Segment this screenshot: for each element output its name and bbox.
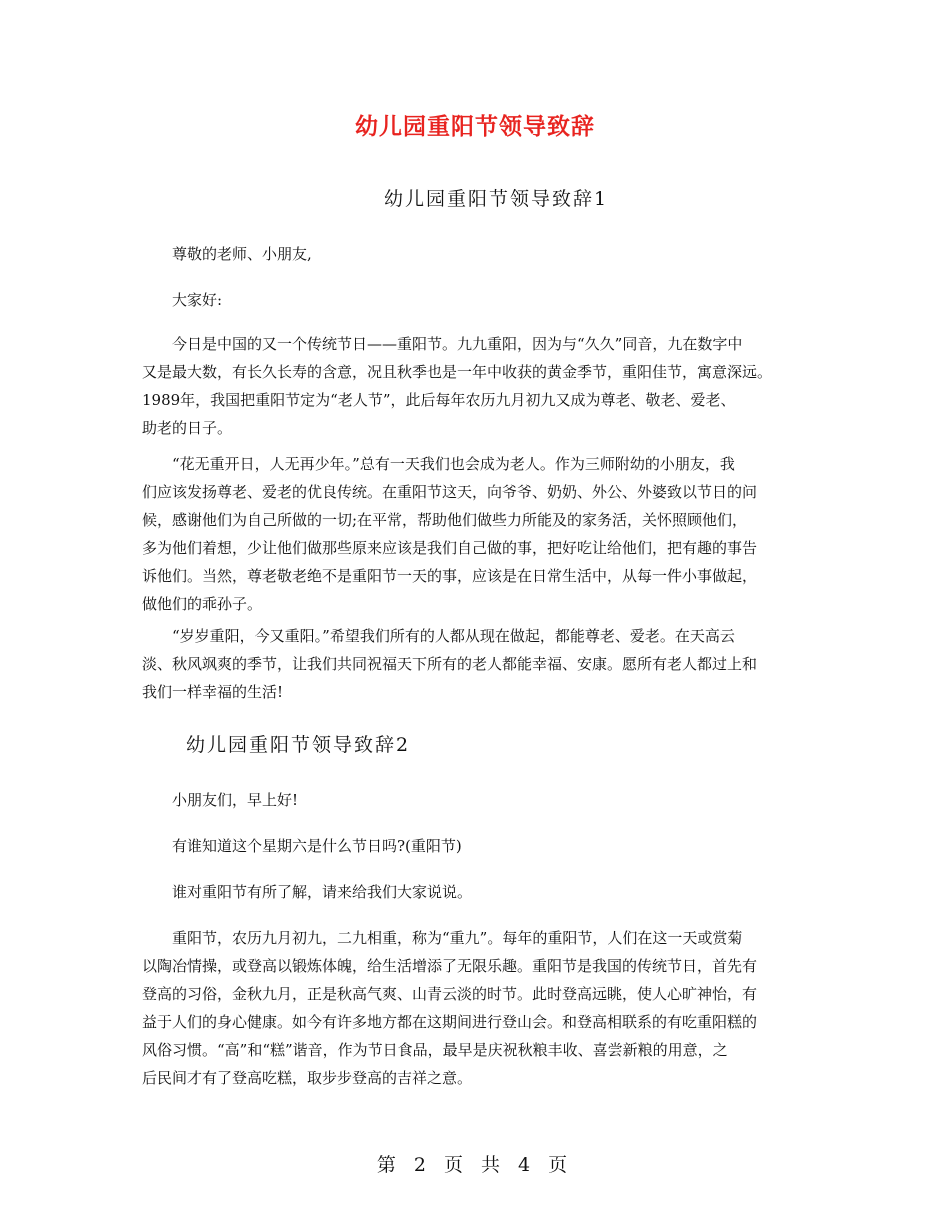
paragraph-line: 风俗习惯。“高”和“糕”谐音，作为节日食品，最早是庆祝秋粮丰收、喜尝新粮的用意，之: [142, 1041, 728, 1059]
paragraph-line: “岁岁重阳，今又重阳。”希望我们所有的人都从现在做起，都能尊老、爱老。在天高云: [172, 627, 735, 645]
paragraph-line: 助老的日子。: [142, 419, 233, 437]
paragraph-line: 1989年，我国把重阳节定为“老人节”，此后每年农历九月初九又成为尊老、敬老、爱老、: [142, 391, 736, 409]
paragraph-line: 们应该发扬尊老、爱老的优良传统。在重阳节这天，向爷爷、奶奶、外公、外婆致以节日的问: [142, 483, 758, 501]
paragraph: [142, 330, 822, 442]
paragraph-line: 今日是中国的又一个传统节日——重阳节。九九重阳，因为与“久久”同音，九在数字中: [172, 335, 743, 353]
paragraph: [142, 622, 822, 706]
section-2-heading: 幼儿园重阳节领导致辞2: [186, 734, 411, 756]
page-footer: 第 2 页 共 4 页: [376, 1154, 574, 1176]
paragraph-line: 登高的习俗，金秋九月，正是秋高气爽、山青云淡的时节。此时登高远眺，使人心旷神怡，有: [142, 985, 758, 1003]
paragraph-line: 以陶冶情操，或登高以锻炼体魄，给生活增添了无限乐趣。重阳节是我国的传统节日，首先有: [142, 957, 758, 975]
document-title: 幼儿园重阳节领导致辞: [355, 114, 595, 140]
paragraph-line: 我们一样幸福的生活!: [142, 683, 284, 701]
paragraph-line: 后民间才有了登高吃糕，取步步登高的吉祥之意。: [142, 1069, 473, 1087]
paragraph-line: 重阳节，农历九月初九，二九相重，称为“重九”。每年的重阳节，人们在这一天或赏菊: [172, 929, 743, 947]
paragraph: [142, 924, 822, 1092]
salutation-line: 大家好:: [172, 291, 223, 309]
paragraph-line: “花无重开日，人无再少年。”总有一天我们也会成为老人。作为三师附幼的小朋友，我: [172, 455, 735, 473]
paragraph-line: 候，感谢他们为自己所做的一切;在平常，帮助他们做些力所能及的家务活，关怀照顾他们，: [142, 511, 748, 529]
text-line: 谁对重阳节有所了解，请来给我们大家说说。: [172, 883, 473, 901]
text-line: 小朋友们，早上好!: [172, 791, 299, 809]
paragraph-line: 多为他们着想，少让他们做那些原来应该是我们自己做的事，把好吃让给他们，把有趣的事告: [142, 539, 758, 557]
greeting-line: 尊敬的老师、小朋友,: [172, 245, 312, 263]
paragraph: [142, 450, 822, 618]
paragraph-line: 益于人们的身心健康。如今有许多地方都在这期间进行登山会。和登高相联系的有吃重阳糕的: [142, 1013, 758, 1031]
paragraph-line: 又是最大数，有长久长寿的含意，况且秋季也是一年中收获的黄金季节，重阳佳节，寓意深远。: [142, 363, 773, 381]
paragraph-line: 做他们的乖孙子。: [142, 595, 263, 613]
paragraph-line: 诉他们。当然，尊老敬老绝不是重阳节一天的事，应该是在日常生活中，从每一件小事做起，: [142, 567, 758, 585]
text-line: 有谁知道这个星期六是什么节日吗?(重阳节): [172, 837, 462, 855]
section-1-heading: 幼儿园重阳节领导致辞1: [384, 188, 609, 210]
paragraph-line: 淡、秋风飒爽的季节，让我们共同祝福天下所有的老人都能幸福、安康。愿所有老人都过上和: [142, 655, 758, 673]
